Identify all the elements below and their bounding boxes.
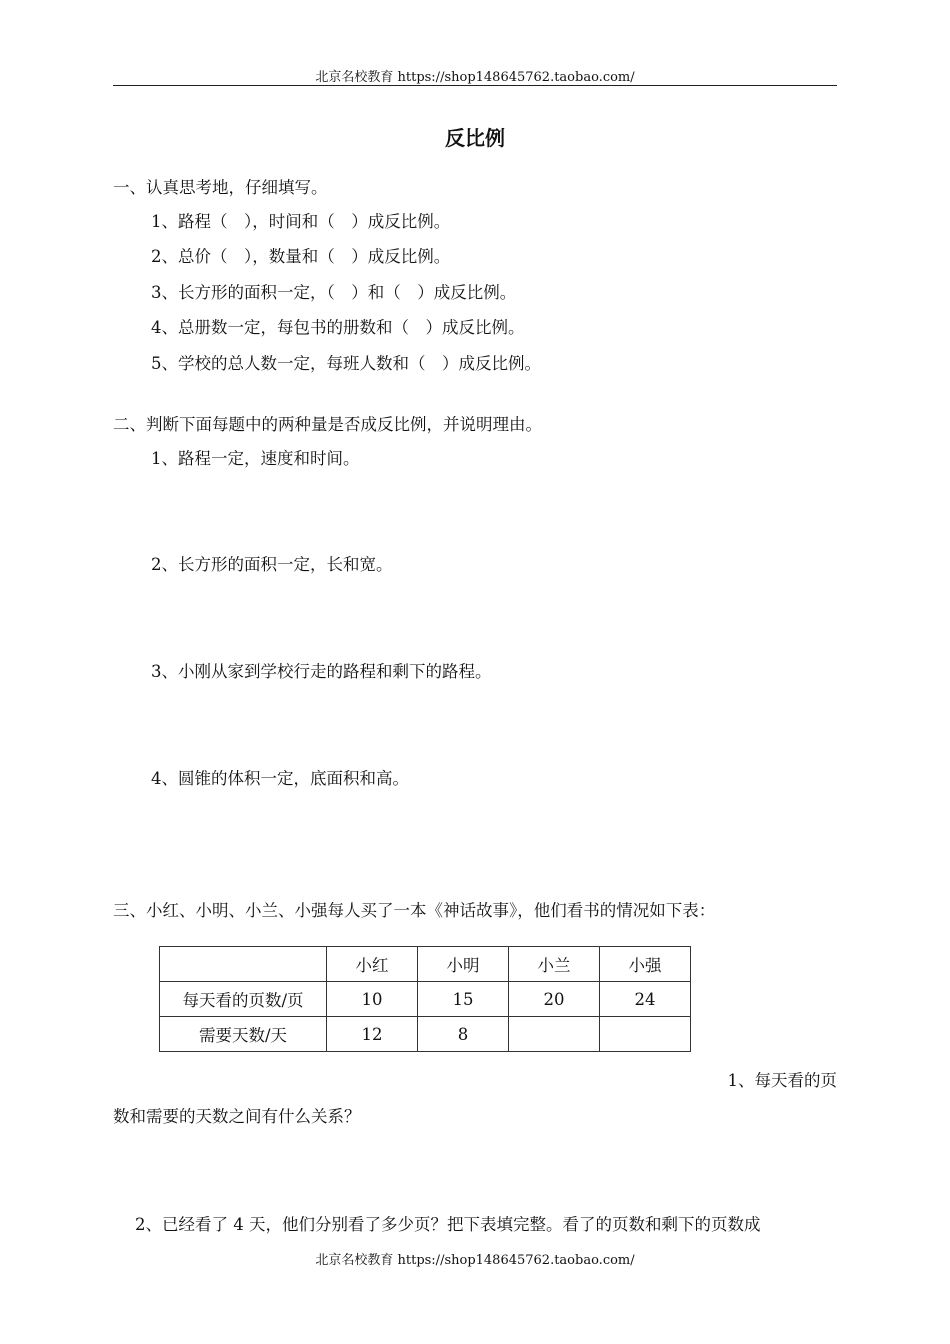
table-header-cell xyxy=(160,947,327,982)
section3-heading: 三、小红、小明、小兰、小强每人买了一本《神话故事》，他们看书的情况如下表： xyxy=(113,901,716,920)
table-cell: 20 xyxy=(509,982,600,1017)
page-footer: 北京名校教育 https://shop148645762.taobao.com/ xyxy=(315,1253,635,1268)
table-cell xyxy=(600,1017,691,1052)
table-header-cell: 小明 xyxy=(418,947,509,982)
table-cell: 12 xyxy=(327,1017,418,1052)
section2-item-3: 3、小刚从家到学校行走的路程和剩下的路程。 xyxy=(151,662,492,681)
table-cell xyxy=(509,1017,600,1052)
header-rule xyxy=(113,85,837,86)
table-cell: 10 xyxy=(327,982,418,1017)
table-header-row xyxy=(160,947,691,982)
page-title: 反比例 xyxy=(445,126,505,150)
section1-item-5: 5、学校的总人数一定，每班人数和（ ）成反比例。 xyxy=(151,354,541,373)
section2-item-1: 1、路程一定，速度和时间。 xyxy=(151,449,360,468)
table-cell: 8 xyxy=(418,1017,509,1052)
section1-item-3: 3、长方形的面积一定，（ ）和（ ）成反比例。 xyxy=(151,283,517,302)
question-1-second-line: 数和需要的天数之间有什么关系？ xyxy=(113,1107,361,1126)
section2-item-2: 2、长方形的面积一定，长和宽。 xyxy=(151,555,393,574)
section2-item-4: 4、圆锥的体积一定，底面积和高。 xyxy=(151,769,409,788)
page-header: 北京名校教育 https://shop148645762.taobao.com/ xyxy=(315,70,635,85)
section1-item-1: 1、路程（ ），时间和（ ）成反比例。 xyxy=(151,212,451,231)
table-cell: 15 xyxy=(418,982,509,1017)
section1-item-4: 4、总册数一定，每包书的册数和（ ）成反比例。 xyxy=(151,318,525,337)
table-header-cell: 小红 xyxy=(327,947,418,982)
question-2: 2、已经看了 4 天，他们分别看了多少页？把下表填完整。看了的页数和剩下的页数成 xyxy=(135,1215,761,1234)
table-row xyxy=(160,1017,691,1052)
reading-table xyxy=(159,946,691,1052)
table-row xyxy=(160,982,691,1017)
table-cell: 24 xyxy=(600,982,691,1017)
table-cell: 每天看的页数/页 xyxy=(160,982,327,1017)
table-header-cell: 小强 xyxy=(600,947,691,982)
table-cell: 需要天数/天 xyxy=(160,1017,327,1052)
table-header-cell: 小兰 xyxy=(509,947,600,982)
section2-heading: 二、判断下面每题中的两种量是否成反比例，并说明理由。 xyxy=(113,415,542,434)
section1-item-2: 2、总价（ ），数量和（ ）成反比例。 xyxy=(151,247,451,266)
section1-heading: 一、认真思考地，仔细填写。 xyxy=(113,178,328,197)
question-1-first-line: 1、每天看的页 xyxy=(727,1071,837,1090)
